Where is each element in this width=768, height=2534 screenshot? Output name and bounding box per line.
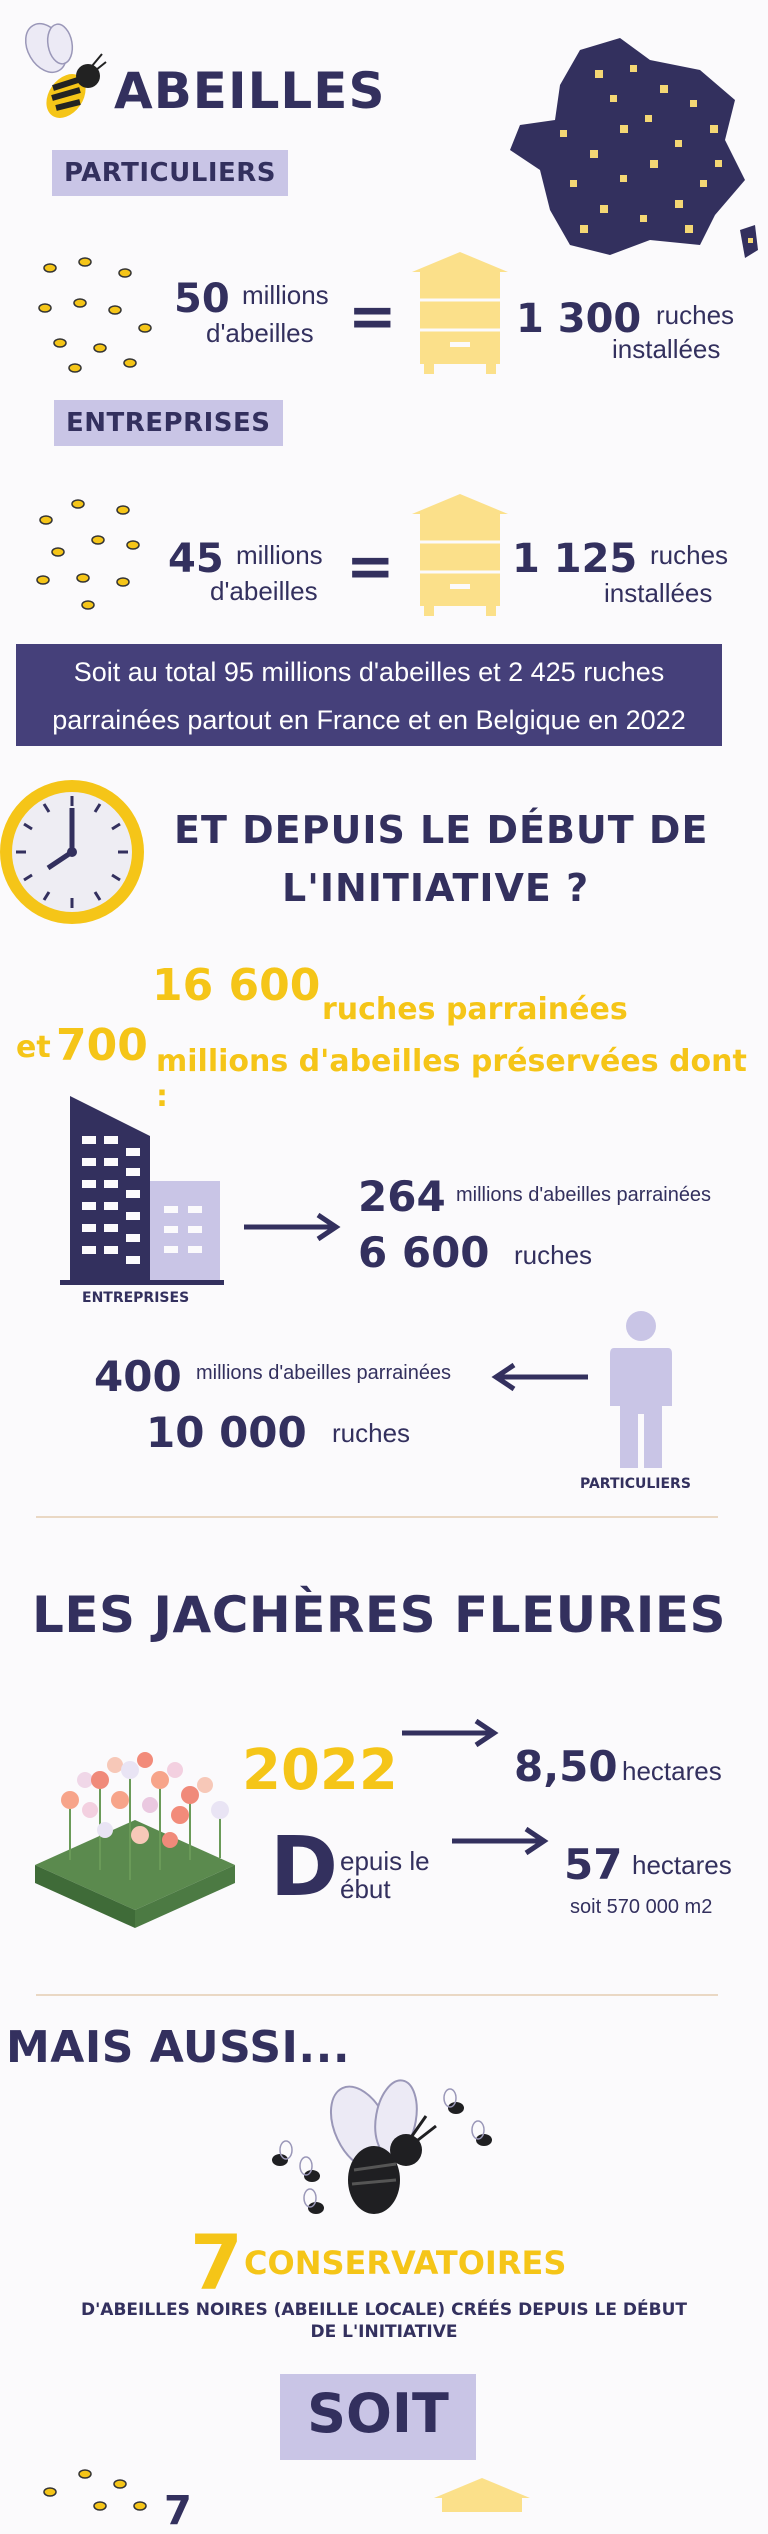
entreprises-hives-label-2: installées xyxy=(604,578,713,608)
summary-line-2: parrainées partout en France et en Belgique en 2022 xyxy=(52,705,686,735)
particuliers-bees-label-1: millions xyxy=(242,280,329,310)
arrow-right-icon xyxy=(242,1212,342,1242)
particuliers-equals: = xyxy=(348,282,397,350)
depuis-initial: D xyxy=(270,1820,339,1915)
part-hives-label: ruches xyxy=(332,1418,411,1448)
total-hectares-unit: hectares xyxy=(632,1850,732,1880)
total-hectares-note: soit 570 000 m2 xyxy=(570,1896,713,1918)
page-title: ABEILLES xyxy=(114,62,386,120)
divider xyxy=(36,1516,718,1518)
clock-icon xyxy=(0,772,150,932)
particuliers-bees-label-2: d'abeilles xyxy=(206,318,314,348)
jacheres-title: LES JACHÈRES FLEURIES xyxy=(32,1586,727,1644)
hives-total-label: ruches parrainées xyxy=(322,992,628,1027)
particuliers-bees-number: 50 xyxy=(174,276,230,322)
bee-swarm-icon xyxy=(28,490,158,620)
entreprises-hives-number: 1 125 xyxy=(512,536,638,582)
ent-bees-label: millions d'abeilles parrainées xyxy=(456,1184,712,1206)
entreprises-equals: = xyxy=(346,532,395,600)
bee-icon xyxy=(18,18,108,128)
particuliers-caption: PARTICULIERS xyxy=(580,1476,691,1492)
initiative-title-line-1: ET DEPUIS LE DÉBUT DE xyxy=(174,808,709,852)
beehive-icon xyxy=(410,250,510,375)
bees-total-label: millions d'abeilles préservées dont : xyxy=(156,1044,747,1114)
particuliers-hives-number: 1 300 xyxy=(516,296,642,342)
bees-total-number: 700 xyxy=(56,1020,148,1071)
beehive-icon xyxy=(410,492,510,617)
depuis-line-2: ébut xyxy=(340,1874,391,1904)
particuliers-hives-label-2: installées xyxy=(612,334,721,364)
entreprises-hives-label-1: ruches xyxy=(650,540,729,570)
entreprises-tag: ENTREPRISES xyxy=(54,400,283,446)
particuliers-tag: PARTICULIERS xyxy=(52,150,288,196)
summary-banner xyxy=(16,644,722,746)
conservatoires-line-2: DE L'INITIATIVE xyxy=(310,2322,458,2342)
jacheres-year: 2022 xyxy=(242,1738,398,1803)
person-icon xyxy=(606,1310,676,1470)
depuis-line-1: epuis le xyxy=(340,1846,430,1876)
ent-hives-label: ruches xyxy=(514,1240,593,1270)
entreprises-caption: ENTREPRISES xyxy=(82,1290,190,1306)
initiative-title-line-2: L'INITIATIVE ? xyxy=(282,866,590,910)
arrow-right-icon xyxy=(450,1826,550,1856)
hives-total-number: 16 600 xyxy=(152,960,321,1011)
conservatoires-line-1: D'ABEILLES NOIRES (ABEILLE LOCALE) CRÉÉS DEPUIS LE DÉBUT xyxy=(80,2300,687,2320)
bee-swarm-icon xyxy=(30,2462,150,2512)
et-label: et xyxy=(16,1030,51,1065)
ent-hives-number: 6 600 xyxy=(358,1228,490,1277)
arrow-left-icon xyxy=(490,1362,590,1392)
bee-swarm-icon xyxy=(30,248,160,378)
year-hectares-unit: hectares xyxy=(622,1756,722,1786)
black-bee-icon xyxy=(256,2068,506,2248)
entreprises-bees-label-2: d'abeilles xyxy=(210,576,318,606)
total-hectares-value: 57 xyxy=(564,1840,623,1889)
part-bees-number: 400 xyxy=(94,1352,182,1401)
conservatoires-label: CONSERVATOIRES xyxy=(244,2244,567,2282)
part-bees-label: millions d'abeilles parrainées xyxy=(196,1362,452,1384)
bottom-number: 7 xyxy=(164,2488,192,2534)
conservatoires-count: 7 xyxy=(190,2218,243,2307)
france-map-icon xyxy=(500,30,762,275)
summary-line-1: Soit au total 95 millions d'abeilles et 2 425 ruches xyxy=(73,657,665,687)
part-hives-number: 10 000 xyxy=(146,1408,307,1457)
building-icon xyxy=(60,1096,224,1286)
entreprises-bees-label-1: millions xyxy=(236,540,323,570)
mais-aussi-title: MAIS AUSSI... xyxy=(6,2022,351,2073)
divider xyxy=(36,1994,718,1996)
particuliers-hives-label-1: ruches xyxy=(656,300,735,330)
beehive-icon xyxy=(432,2476,532,2512)
year-hectares-value: 8,50 xyxy=(514,1742,618,1791)
arrow-right-icon xyxy=(400,1718,500,1748)
soit-label: SOIT xyxy=(307,2382,449,2445)
ent-bees-number: 264 xyxy=(358,1172,446,1221)
flower-field-icon xyxy=(30,1740,240,1930)
entreprises-bees-number: 45 xyxy=(168,536,224,582)
